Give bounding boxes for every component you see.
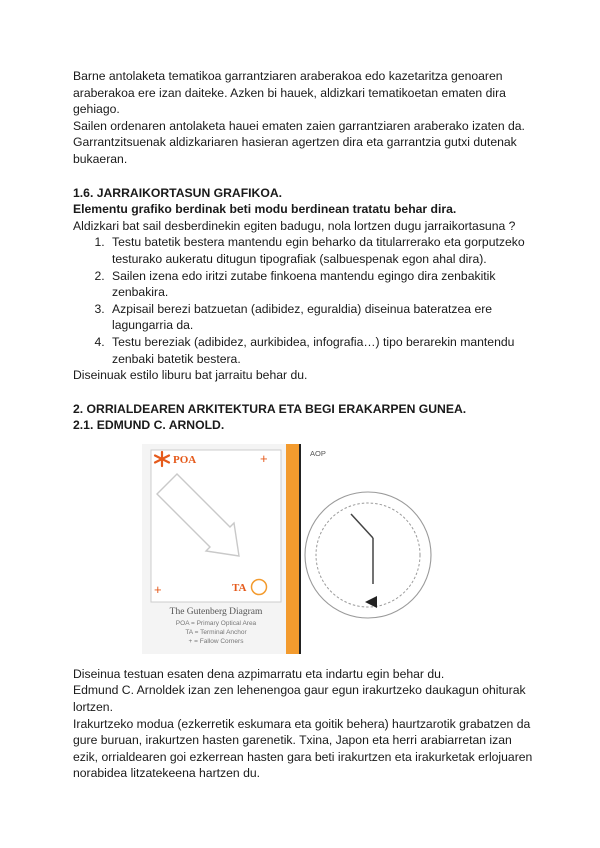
caption-title: The Gutenberg Diagram	[169, 606, 263, 617]
plus-bottom-left: +	[154, 581, 162, 597]
section-2-1-heading: 2.1. EDMUND C. ARNOLD.	[73, 418, 225, 433]
plus-top-right: +	[260, 450, 268, 466]
intro-paragraph-2: Sailen ordenaren antolaketa hauei ematen zaien garrantziaren araberako izaten da. Garrantzitsuenak aldizkariaren hasieran agertzen dira eta garrantzia gutxi dutenak bukaeran.	[73, 118, 525, 166]
list-item: 2. Sailen izena edo iritzi zutabe finkoena mantendu egingo dira zenbakitik zenbakira.	[108, 268, 533, 301]
ta-label: TA	[232, 581, 247, 594]
section-1-6-heading: 1.6. JARRAIKORTASUN GRAFIKOA.	[73, 185, 283, 200]
poa-label: POA	[173, 453, 197, 466]
section-2-heading: 2. ORRIALDEAREN ARKITEKTURA ETA BEGI ERAKARPEN GUNEA.	[73, 401, 467, 416]
list-item: 3. Azpisail berezi batzuetan (adibidez, eguraldia) diseinua bateratzea ere lagungarria da.	[108, 301, 533, 334]
outro-paragraph-1: Diseinua testuan esaten dena azpimarratu eta indartu egin behar du.	[73, 666, 445, 681]
gutenberg-diagram-figure	[142, 444, 436, 654]
section-1-6-subheading: Elementu grafiko berdinak beti modu berdinean tratatu behar dira.	[73, 202, 457, 217]
caption-line-1: POA = Primary Optical Area	[175, 619, 257, 627]
orange-separator-bar	[286, 444, 299, 654]
aop-label: AOP	[310, 448, 326, 458]
continuity-list	[73, 234, 533, 367]
outro-paragraph-2: Edmund C. Arnoldek izan zen lehenengoa gaur egun irakurtzeko daukagun ohiturak lortzen.	[73, 683, 526, 715]
caption-line-2: TA = Terminal Anchor	[185, 628, 247, 636]
list-item: 4. Testu bereziak (adibidez, aurkibidea, infografia…) tipo berarekin mantendu zenbaki batetik bestera.	[108, 334, 533, 367]
list-item: 1. Testu batetik bestera mantendu egin beharko da titularrerako eta gorputzeko testurako aukeratu ditugun tipografiak (salbuespenak egon ahal dira).	[108, 234, 533, 267]
caption-line-3: + = Fallow Corners	[188, 637, 244, 645]
gutenberg-diagram-image	[142, 444, 436, 654]
section-1-6-closing: Diseinuak estilo liburu bat jarraitu behar du.	[73, 368, 308, 383]
outro-paragraph-3: Irakurtzeko modua (ezkerretik eskumara eta goitik behera) haurtzarotik grabatzen da gure buruan, irakurtzen hasten garenetik. Txina, Japon eta herri arabiarretan izan ezik, orrialdearen goi ezkerrean hasten gara beti irakurtzen eta irakurketak erlojuaren norabidea litzatekeena hartzen du.	[73, 716, 533, 781]
document-page	[73, 68, 533, 782]
right-panel-background	[301, 444, 436, 654]
intro-paragraph-1: Barne antolaketa tematikoa garrantziaren araberakoa edo kazetaritza genoaren araberakoa ere izan daiteke. Azken bi hauek, aldizkari tematikoetan ematen dira gehiago.	[73, 69, 506, 117]
section-1-6-question: Aldizkari bat sail desberdinekin egiten badugu, nola lortzen dugu jarraikortasuna ?	[73, 218, 516, 233]
dark-separator-line	[299, 444, 301, 654]
